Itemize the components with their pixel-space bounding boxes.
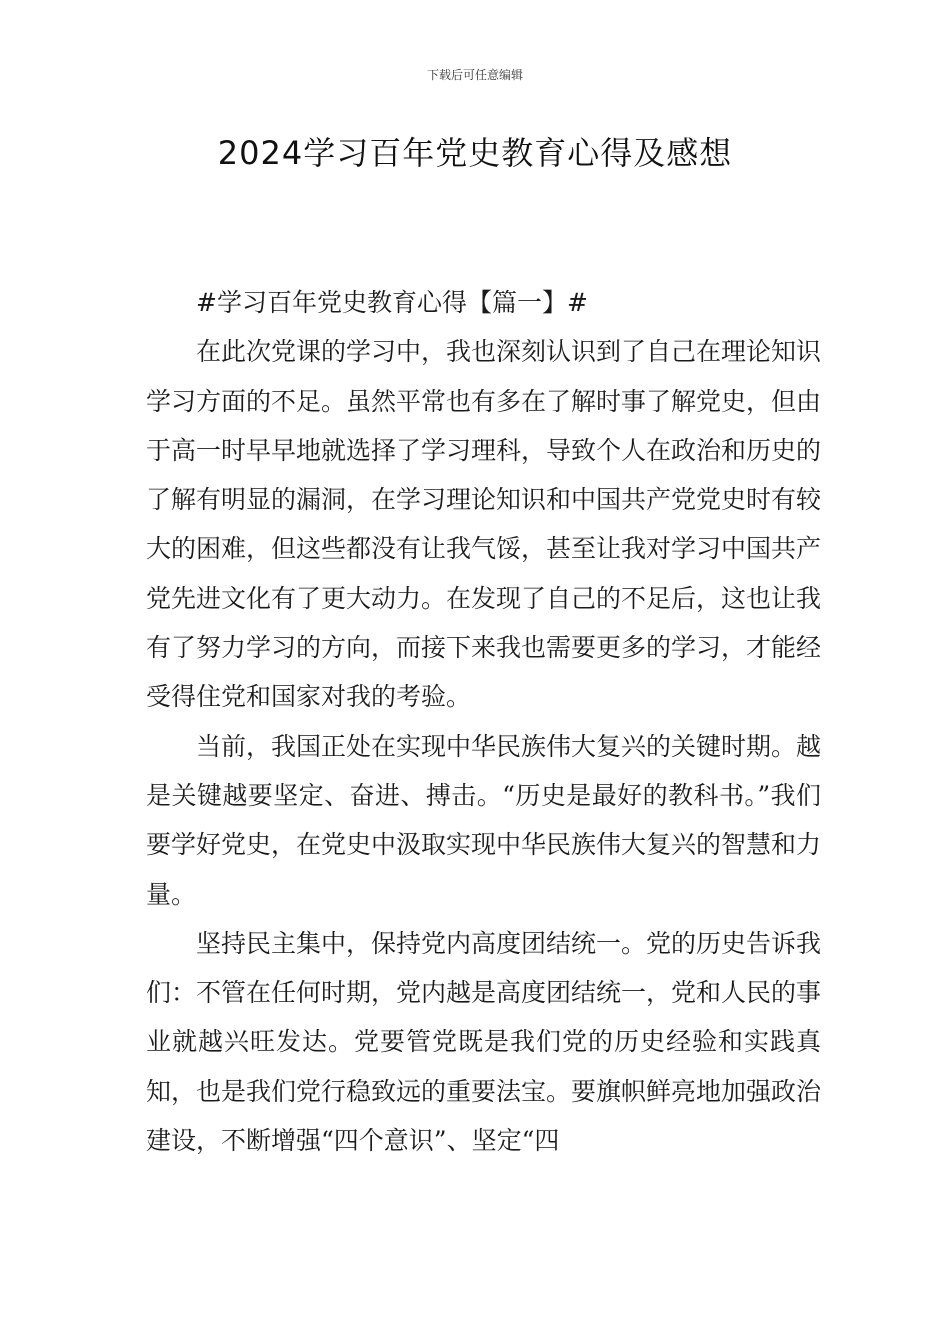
paragraph: 当前，我国正处在实现中华民族伟大复兴的关键时期。越是关键越要坚定、奋进、搏击。“历史是最好的教科书。”我们要学好党史，在党史中汲取实现中华民族伟大复兴的智慧和力量。 [146, 731, 822, 909]
paragraph: 坚持民主集中，保持党内高度团结统一。党的历史告诉我们：不管在任何时期，党内越是高度团结统一，党和人民的事业就越兴旺发达。党要管党既是我们党的历史经验和实践真知，也是我们党行稳致远的重要法宝。要旗帜鲜亮地加强政治建设，不断增强“四个意识”、坚定“四 [146, 928, 822, 1156]
document-body [146, 278, 821, 1165]
document-title: 2024学习百年党史教育心得及感想 [217, 134, 733, 172]
paragraph: 在此次党课的学习中，我也深刻认识到了自己在理论知识学习方面的不足。虽然平常也有多在了解时事了解党史，但由于高一时早早地就选择了学习理科，导致个人在政治和历史的了解有明显的漏洞，在学习理论知识和中国共产党党史时有较大的困难，但这些都没有让我气馁，甚至让我对学习中国共产党先进文化有了更大动力。在发现了自己的不足后，这也让我有了努力学习的方向，而接下来我也需要更多的学习，才能经受得住党和国家对我的考验。 [146, 337, 822, 712]
header-note: 下载后可任意编辑 [426, 68, 523, 82]
section-heading: #学习百年党史教育心得【篇一】# [196, 288, 588, 317]
